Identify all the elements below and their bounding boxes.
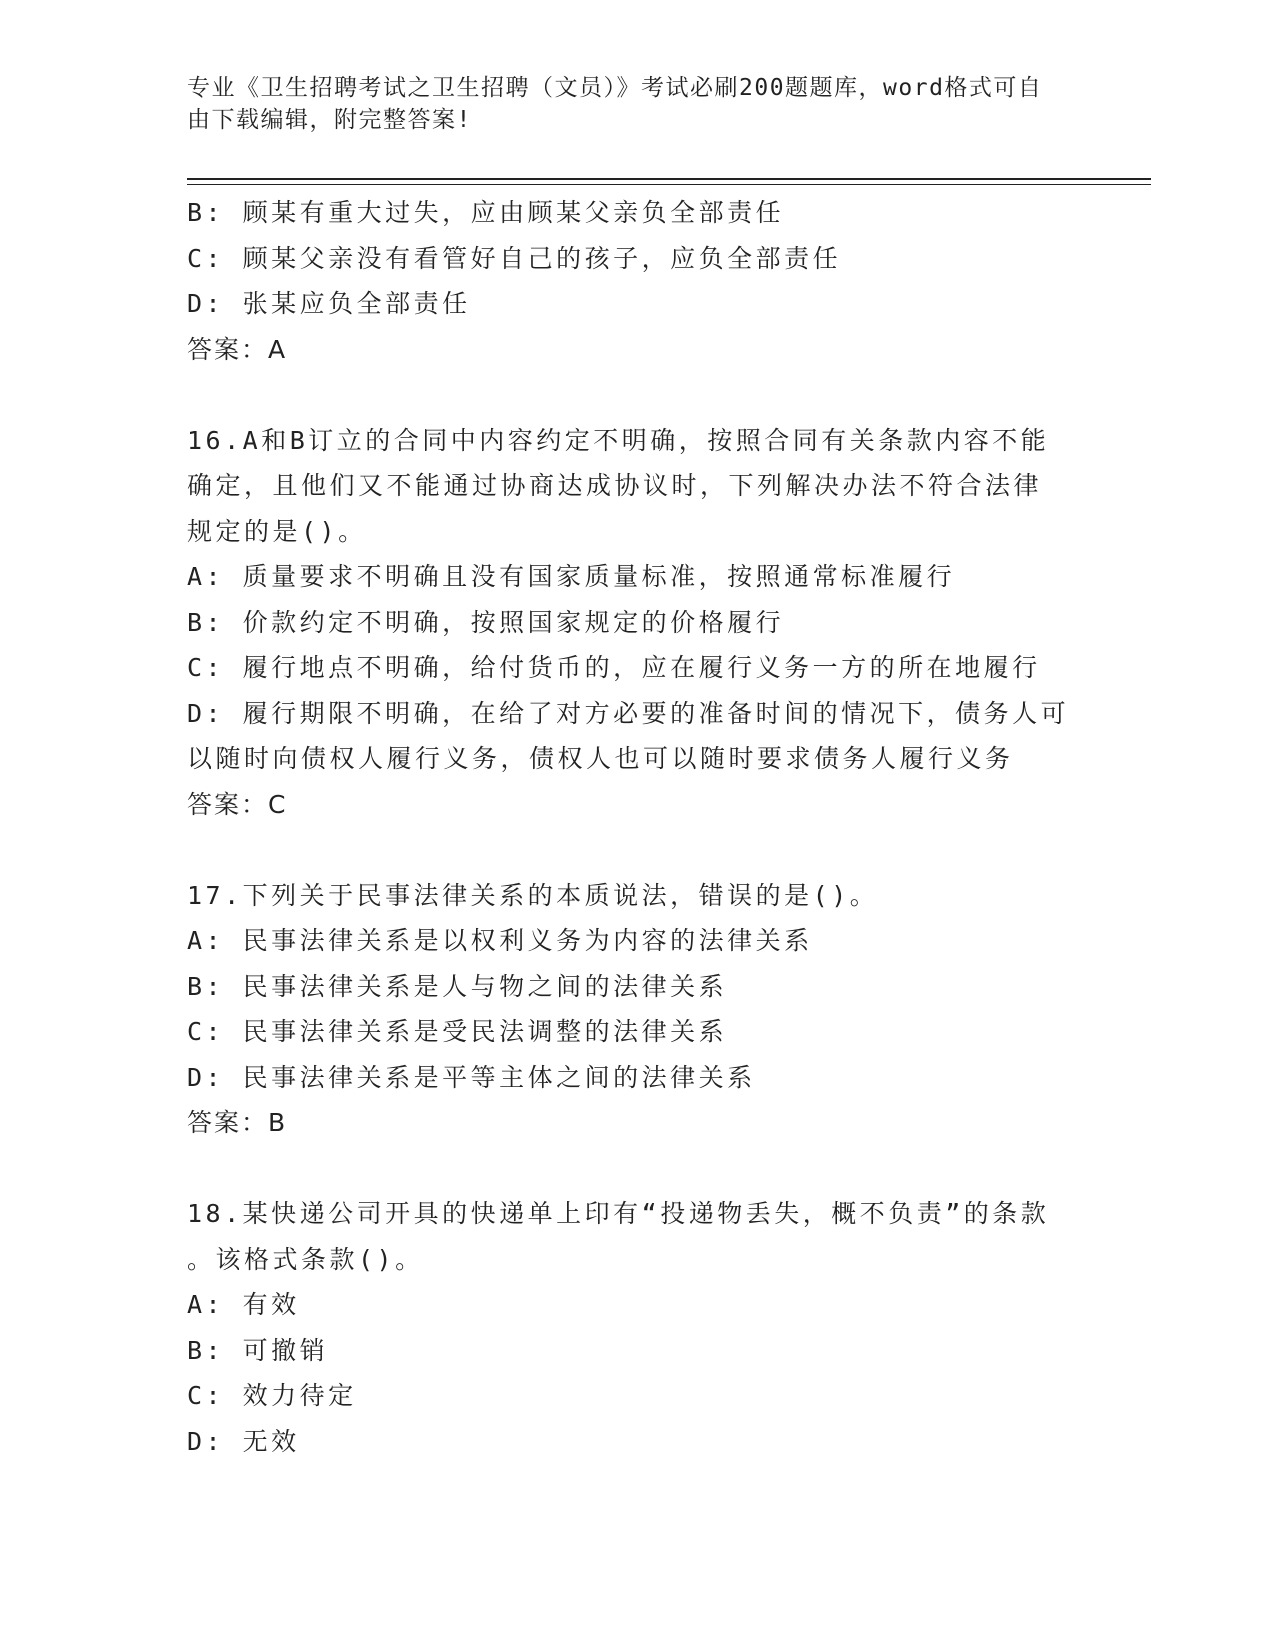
header-title-line-2: 由下载编辑，附完整答案! bbox=[187, 107, 472, 133]
option-c: C: 顾某父亲没有看管好自己的孩子，应负全部责任 bbox=[187, 243, 842, 273]
option-d: D: 张某应负全部责任 bbox=[187, 289, 471, 318]
question-stem-line: 16.A和B订立的合同中内容约定不明确，按照合同有关条款内容不能 bbox=[187, 425, 1050, 455]
question-stem-line: 。该格式条款()。 bbox=[187, 1244, 424, 1274]
option-a: A: 民事法律关系是以权利义务为内容的法律关系 bbox=[187, 926, 813, 955]
document-body bbox=[187, 190, 1087, 1464]
question-stem-line: 确定，且他们又不能通过协商达成协议时，下列解决办法不符合法律 bbox=[187, 471, 1043, 500]
spacer bbox=[187, 827, 1087, 873]
option-c: C: 效力待定 bbox=[187, 1381, 357, 1410]
question-stem-line: 规定的是()。 bbox=[187, 516, 367, 546]
question-16 bbox=[187, 418, 1087, 828]
option-b: B: 价款约定不明确，按照国家规定的价格履行 bbox=[187, 607, 785, 637]
option-d: D: 履行期限不明确，在给了对方必要的准备时间的情况下，债务人可 bbox=[187, 698, 1070, 728]
spacer bbox=[187, 1146, 1087, 1192]
document-header bbox=[187, 72, 1067, 136]
answer-line: 答案：C bbox=[187, 789, 288, 819]
header-divider-thick bbox=[187, 178, 1151, 180]
option-c: C: 民事法律关系是受民法调整的法律关系 bbox=[187, 1017, 728, 1046]
question-stem-line: 17.下列关于民事法律关系的本质说法，错误的是()。 bbox=[187, 880, 879, 910]
spacer bbox=[187, 372, 1087, 418]
question-15-continued bbox=[187, 190, 1087, 372]
option-d-continued: 以随时向债权人履行义务，债权人也可以随时要求债务人履行义务 bbox=[187, 744, 1014, 773]
option-a: A: 质量要求不明确且没有国家质量标准，按照通常标准履行 bbox=[187, 562, 956, 591]
option-b: B: 可撤销 bbox=[187, 1335, 329, 1365]
question-17 bbox=[187, 873, 1087, 1146]
header-divider-thin bbox=[187, 184, 1151, 185]
option-b: B: 民事法律关系是人与物之间的法律关系 bbox=[187, 971, 728, 1001]
option-b: B: 顾某有重大过失，应由顾某父亲负全部责任 bbox=[187, 198, 785, 227]
answer-line: 答案：A bbox=[187, 334, 288, 364]
option-d: D: 无效 bbox=[187, 1426, 300, 1456]
answer-line: 答案：B bbox=[187, 1108, 288, 1137]
option-d: D: 民事法律关系是平等主体之间的法律关系 bbox=[187, 1062, 756, 1092]
option-a: A: 有效 bbox=[187, 1290, 300, 1319]
question-18 bbox=[187, 1191, 1087, 1464]
option-c: C: 履行地点不明确，给付货币的，应在履行义务一方的所在地履行 bbox=[187, 653, 1041, 682]
question-stem-line: 18.某快递公司开具的快递单上印有“投递物丢失，概不负责”的条款 bbox=[187, 1199, 1050, 1228]
header-title-line-1: 专业《卫生招聘考试之卫生招聘（文员）》考试必刷200题题库，word格式可自 bbox=[187, 75, 1043, 101]
